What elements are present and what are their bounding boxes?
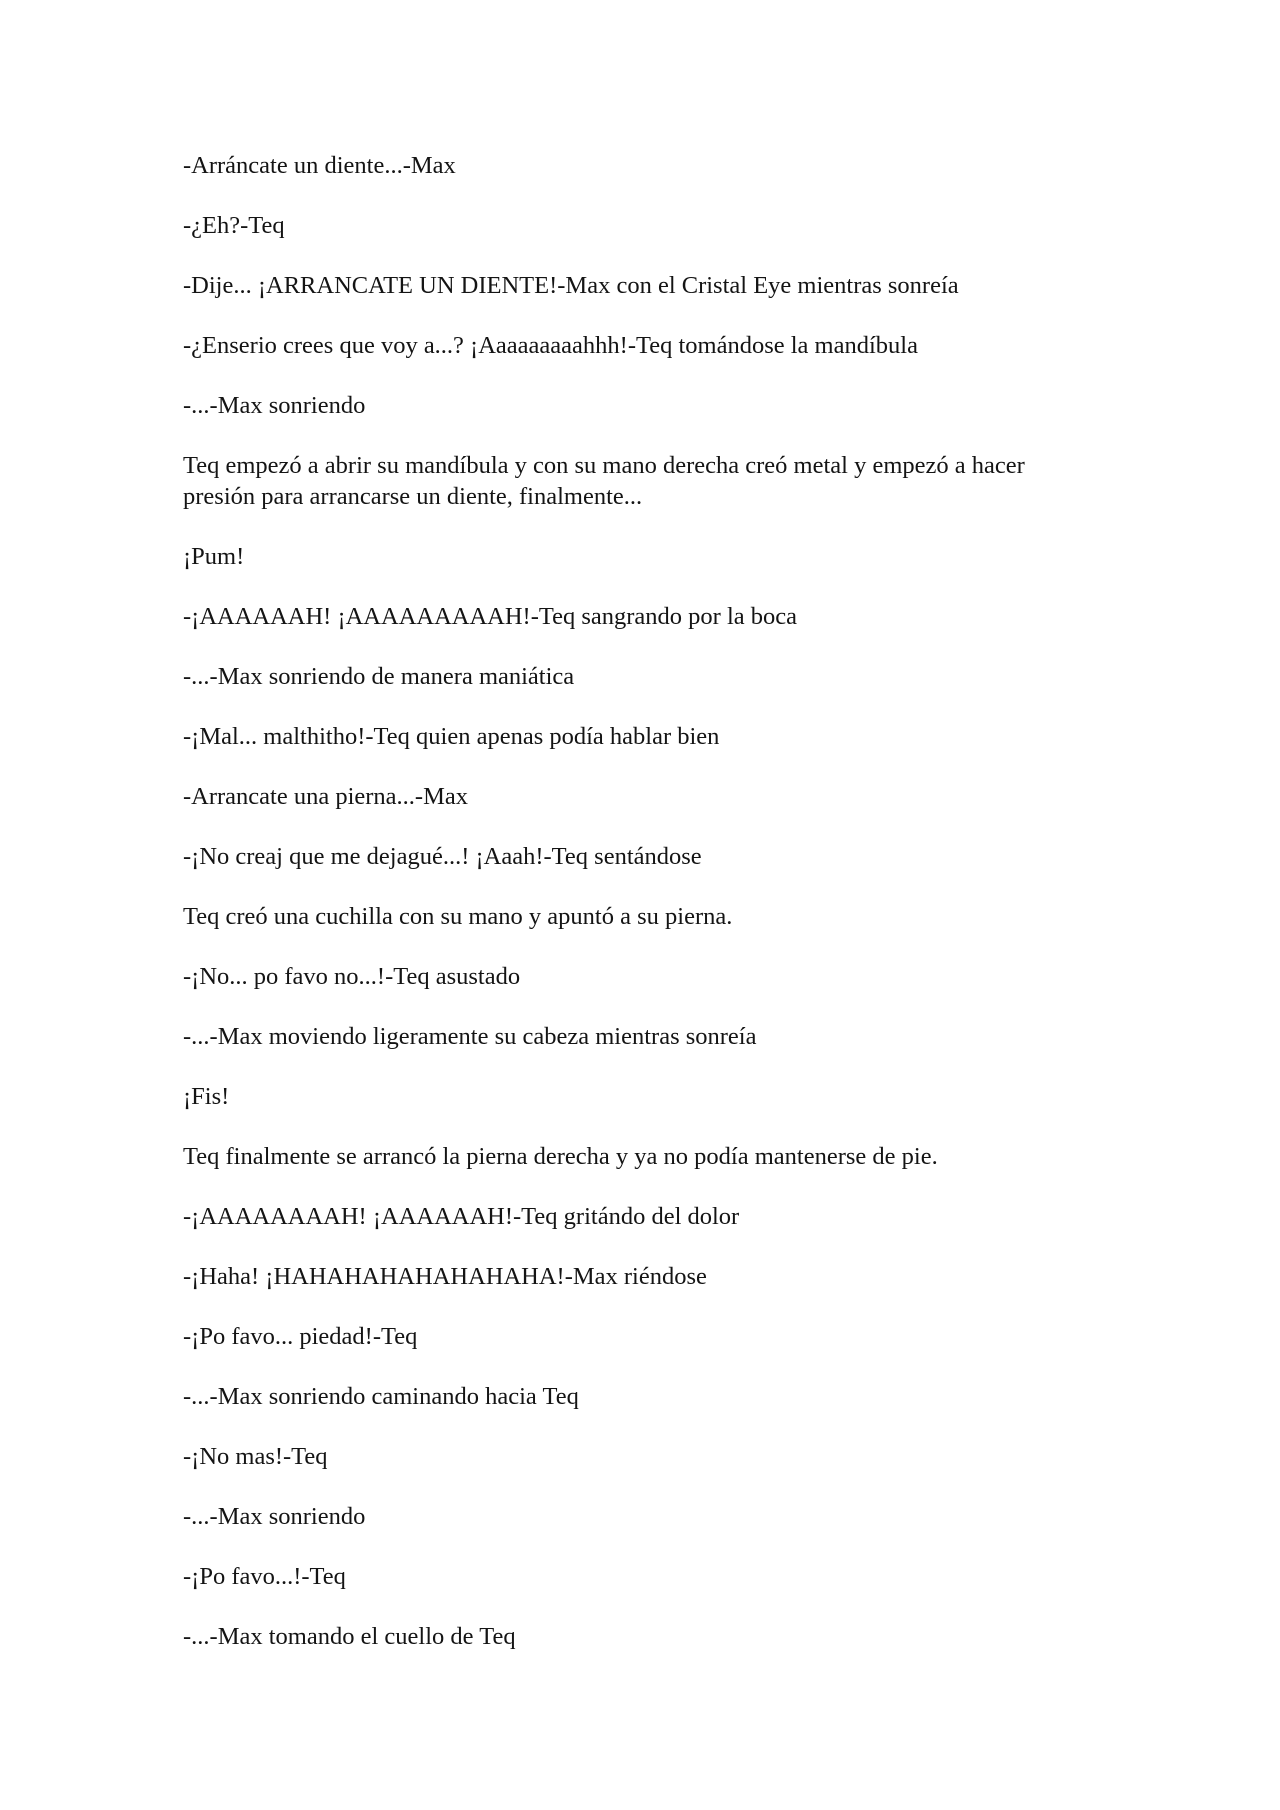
narration-paragraph: Teq empezó a abrir su mandíbula y con su mano derecha creó metal y empezó a hacer presión para arrancarse un diente, finalmente...	[183, 452, 1025, 510]
dialogue-line: -¡No creaj que me dejagué...! ¡Aaah!-Teq sentándose	[183, 843, 702, 870]
dialogue-line: -...-Max sonriendo	[183, 1503, 366, 1530]
narration-paragraph: Teq creó una cuchilla con su mano y apuntó a su pierna.	[183, 903, 733, 930]
dialogue-line: -¡No... po favo no...!-Teq asustado	[183, 963, 521, 990]
dialogue-line: -¡Po favo...!-Teq	[183, 1563, 346, 1590]
dialogue-line: -...-Max sonriendo caminando hacia Teq	[183, 1383, 579, 1410]
dialogue-line: -¡AAAAAAH! ¡AAAAAAAAAH!-Teq sangrando por la boca	[183, 603, 798, 630]
dialogue-line: -¡AAAAAAAAH! ¡AAAAAAH!-Teq gritándo del dolor	[183, 1203, 740, 1230]
sound-effect-line: ¡Pum!	[183, 543, 245, 570]
dialogue-line: -¡Po favo... piedad!-Teq	[183, 1323, 418, 1350]
dialogue-line: -...-Max sonriendo de manera maniática	[183, 663, 575, 690]
dialogue-line: -¿Enserio crees que voy a...? ¡Aaaaaaaaahhh!-Teq tomándose la mandíbula	[183, 332, 918, 359]
document-body	[183, 150, 1083, 1681]
dialogue-line: -Dije... ¡ARRANCATE UN DIENTE!-Max con el Cristal Eye mientras sonreía	[183, 272, 959, 299]
dialogue-line: -¡Haha! ¡HAHAHAHAHAHAHAHA!-Max riéndose	[183, 1263, 707, 1290]
sound-effect-line: ¡Fis!	[183, 1083, 230, 1110]
dialogue-line: -...-Max sonriendo	[183, 392, 366, 419]
dialogue-line: -¡No mas!-Teq	[183, 1443, 328, 1470]
dialogue-line: -¡Mal... malthitho!-Teq quien apenas podía hablar bien	[183, 723, 720, 750]
dialogue-line: -¿Eh?-Teq	[183, 212, 285, 239]
dialogue-line: -...-Max tomando el cuello de Teq	[183, 1623, 516, 1650]
narration-paragraph: Teq finalmente se arrancó la pierna derecha y ya no podía mantenerse de pie.	[183, 1143, 938, 1170]
dialogue-line: -Arráncate un diente...-Max	[183, 152, 456, 179]
dialogue-line: -...-Max moviendo ligeramente su cabeza mientras sonreía	[183, 1023, 757, 1050]
dialogue-line: -Arrancate una pierna...-Max	[183, 783, 469, 810]
